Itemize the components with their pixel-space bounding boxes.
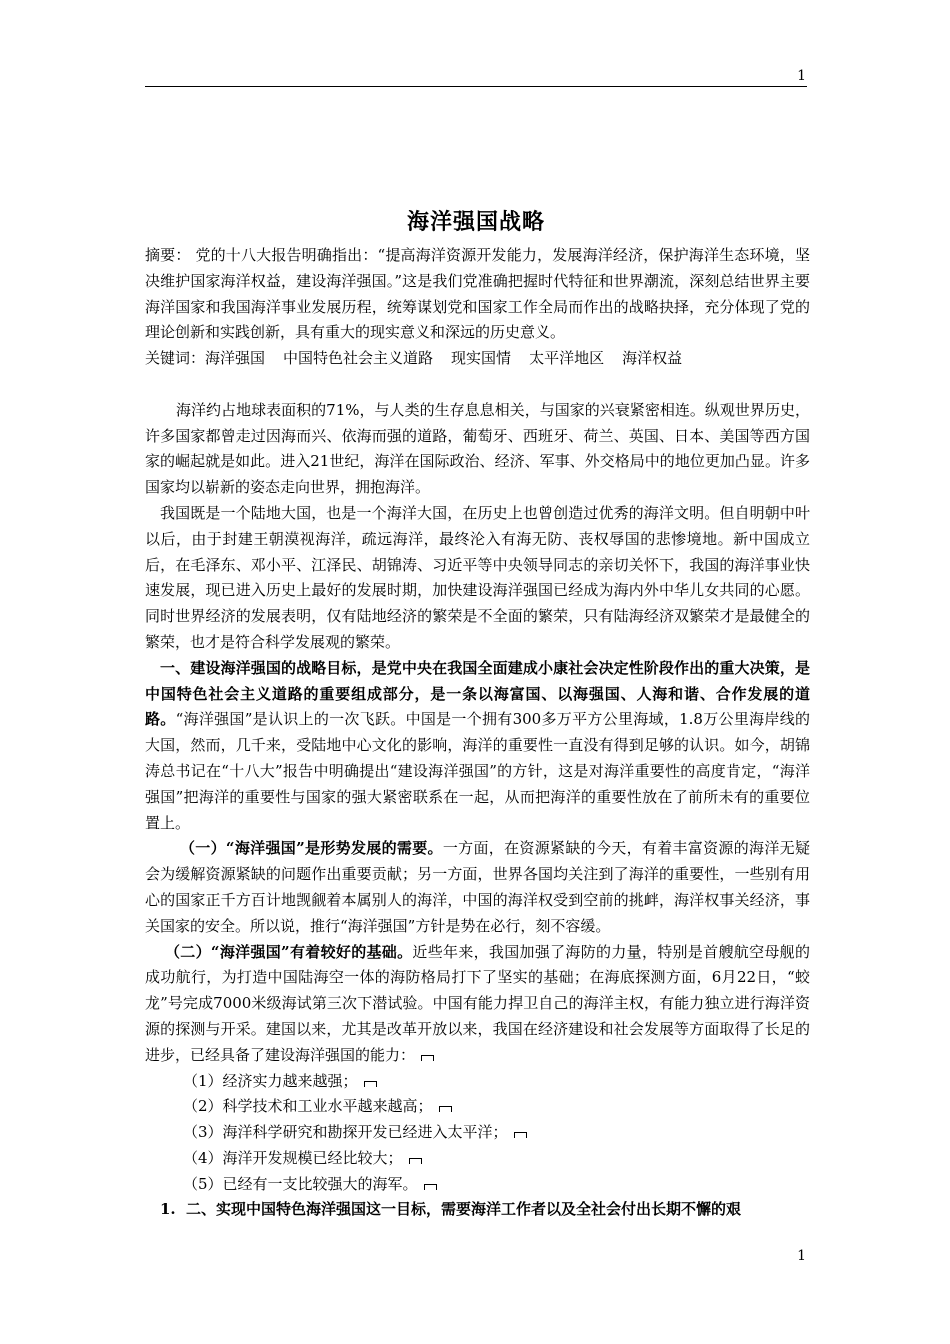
paragraph-mark [439,1106,452,1112]
document-body [145,243,810,1223]
paragraph-mark [424,1184,437,1190]
numbered-heading [145,1197,810,1223]
paragraph-4 [145,836,810,939]
list-item-text: （3）海洋科学研究和勘探开发已经进入太平洋； [183,1123,508,1142]
keywords [145,346,810,372]
subsection-heading-2: （二）“海洋强国”有着较好的基础。 [165,942,413,961]
list-item-text: （2）科学技术和工业水平越来越高； [183,1097,433,1116]
paragraph-4-text: 一方面，在资源紧缺的今天，有着丰富资源的海洋无疑会为缓解资源紧缺的问题作出重要贡献；另一方面，世界各国均关注到了海洋的重要性，一些别有用心的国家正千方百计地觊觎着本属别人的海洋，中国的海洋权受到空前的挑衅，海洋权事关经济，事关国家的安全。所以说，推行“海洋强国”方针是势在必行，刻不容缓。 [145,839,810,935]
section-heading-1: 一、建设海洋强国的战略目标，是党中央在我国全面建成小康社会决定性阶段作出的重大决策，是中国特色社会主义道路的重要组成部分，是一条以海富国、以海强国、人海和谐、合作发展的道路。 [145,658,810,729]
numbered-heading-text: 二、实现中国特色海洋强国这一目标，需要海洋工作者以及全社会付出长期不懈的艰 [186,1200,742,1219]
paragraph-3-text: “海洋强国”是认识上的一次飞跃。中国是一个拥有300多万平方公里海域，1.8万公里海岸线的大国，然而，几千来，受陆地中心文化的影响，海洋的重要性一直没有得到足够的认识。如今，胡锦涛总书记在“十八大”报告中明确提出“建设海洋强国”的方针，这是对海洋重要性的高度肯定，“海洋强国”把海洋的重要性与国家的强大紧密联系在一起，从而把海洋的重要性放在了前所未有的重要位置上。 [145,710,810,832]
list-item-text: （4）海洋开发规模已经比较大； [183,1148,403,1167]
paragraph-mark [514,1132,527,1138]
keyword-item: 现实国情 [451,349,512,368]
paragraph-5 [145,940,810,1069]
keyword-item: 中国特色社会主义道路 [283,349,434,368]
footer-page-number: 1 [797,1248,806,1264]
paragraph-2: 我国既是一个陆地大国，也是一个海洋大国，在历史上也曾创造过优秀的海洋文明。但自明朝中叶以后，由于封建王朝漠视海洋，疏远海洋，最终沦入有海无防、丧权辱国的悲惨境地。新中国成立后，在毛泽东、邓小平、江泽民、胡锦涛、习近平等中央领导同志的亲切关怀下，我国的海洋事业快速发展，现已进入历史上最好的发展时期，加快建设海洋强国已经成为海内外中华儿女共同的心愿。同时世界经济的发展表明，仅有陆地经济的繁荣是不全面的繁荣，只有陆海经济双繁荣才是最健全的繁荣，也才是符合科学发展观的繁荣。 [145,503,810,651]
keyword-item: 海洋强国 [205,349,266,368]
numbered-heading-number: 1. [160,1200,176,1219]
list-item-text: （1）经济实力越来越强； [183,1071,358,1090]
keyword-item: 海洋权益 [622,349,683,368]
keyword-item: 太平洋地区 [529,349,605,368]
list-item [145,1069,810,1095]
paragraph-mark [409,1158,422,1164]
header-rule [145,86,807,87]
keywords-label: 关键词： [145,349,206,368]
blank-line [145,372,810,398]
list-item [145,1120,810,1146]
paragraph-mark [421,1055,434,1061]
list-item [145,1172,810,1198]
abstract [145,243,810,346]
list-item-text: （5）已经有一支比较强大的海军。 [183,1174,418,1193]
paragraph-5-text: 近些年来，我国加强了海防的力量，特别是首艘航空母舰的成功航行，为打造中国陆海空一体的海防格局打下了坚实的基础；在海底探测方面，6月22日，“蛟龙”号完成7000米级海试第三次下潜试验。中国有能力捍卫自己的海洋主权，有能力独立进行海洋资源的探测与开采。建国以来，尤其是改革开放以来，我国在经济建设和社会发展等方面取得了长足的进步，已经具备了建设海洋强国的能力： [145,942,810,1064]
list-item [145,1094,810,1120]
document-title: 海洋强国战略 [406,209,545,235]
header-page-number: 1 [797,68,806,84]
abstract-text: 党的十八大报告明确指出：“提高海洋资源开发能力，发展海洋经济，保护海洋生态环境，坚决维护国家海洋权益，建设海洋强国。”这是我们党准确把握时代特征和世界潮流，深刻总结世界主要海洋国家和我国海洋事业发展历程，统筹谋划党和国家工作全局而作出的战略抉择，充分体现了党的理论创新和实践创新，具有重大的现实意义和深远的历史意义。 [145,246,810,342]
list-item [145,1146,810,1172]
paragraph-mark [364,1081,377,1087]
subsection-heading-1: （一）“海洋强国”是形势发展的需要。 [180,839,443,858]
abstract-label: 摘要： [145,246,191,264]
paragraph-3 [145,656,810,837]
paragraph-1: 海洋约占地球表面积的71%，与人类的生存息息相关，与国家的兴衰紧密相连。纵观世界历史，许多国家都曾走过因海而兴、依海而强的道路，葡萄牙、西班牙、荷兰、英国、日本、美国等西方国家的崛起就是如此。进入21世纪，海洋在国际政治、经济、军事、外交格局中的地位更加凸显。许多国家均以崭新的姿态走向世界，拥抱海洋。 [145,400,810,497]
